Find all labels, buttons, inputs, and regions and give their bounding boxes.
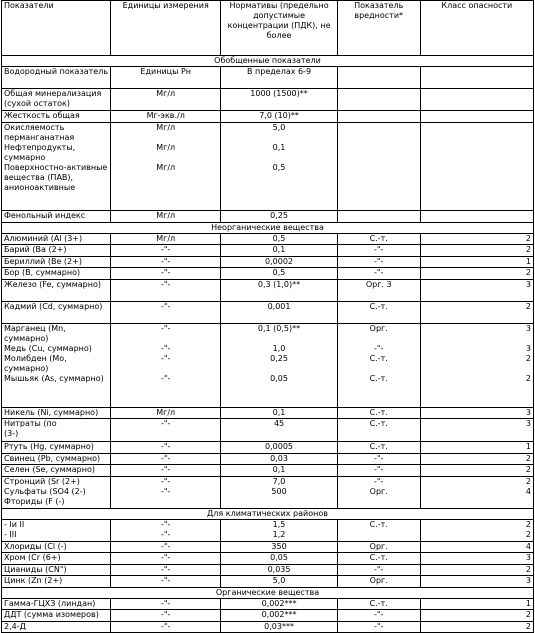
norm-cell: 0,05 — [221, 553, 337, 565]
indicator-cell: Кадмий (Cd, суммарно) — [2, 302, 111, 324]
table-row — [2, 622, 534, 633]
hazard-cell: -"- Орг. — [337, 477, 420, 509]
class-cell: 2 — [420, 245, 533, 257]
class-cell: 2 — [420, 465, 533, 477]
unit-cell: -"- — [111, 419, 221, 442]
table-row — [2, 610, 534, 622]
hazard-cell: -"- — [337, 268, 420, 280]
class-cell: 1 — [420, 442, 533, 454]
class-cell: 3 3 2 2 — [420, 324, 533, 408]
unit-cell: Мг-экв./л — [111, 111, 221, 123]
hazard-cell: С.-т. — [337, 553, 420, 565]
unit-cell: -"- — [111, 599, 221, 610]
hazard-cell: Орг. — [337, 542, 420, 553]
indicator-cell: 2,4-Д — [2, 622, 111, 633]
unit-cell: -"- — [111, 268, 221, 280]
table-row — [2, 542, 534, 553]
unit-cell: -"- -"- -"- -"- — [111, 324, 221, 408]
hazard-cell: С.-т. — [337, 419, 420, 442]
hazard-cell: С.-т. — [337, 442, 420, 454]
table-row — [2, 565, 534, 576]
hazard-cell — [337, 123, 420, 211]
table-row — [2, 111, 534, 123]
table-row — [2, 280, 534, 302]
section-title: Обобщенные показатели — [2, 56, 534, 67]
indicator-cell: Жесткость общая — [2, 111, 111, 123]
class-cell: 2 2 — [420, 520, 533, 542]
indicator-cell: Алюминий (Al (3+) — [2, 234, 111, 245]
unit-cell: -"- — [111, 565, 221, 576]
indicator-cell: Селен (Se, суммарно) — [2, 465, 111, 477]
norm-cell: 0,001 — [221, 302, 337, 324]
table-row — [2, 419, 534, 442]
section-title: Неорганические вещества — [2, 223, 534, 234]
norm-cell: 5,0 0,1 0,5 — [221, 123, 337, 211]
class-cell: 1 — [420, 599, 533, 610]
unit-cell: -"- — [111, 280, 221, 302]
table-row — [2, 67, 534, 89]
table-row — [2, 257, 534, 268]
class-cell — [420, 211, 533, 223]
unit-cell: Мг/л — [111, 89, 221, 111]
indicator-cell: - Iи II - III — [2, 520, 111, 542]
indicator-cell: Свинец (Pb, суммарно) — [2, 454, 111, 465]
indicator-cell: Стронций (Sr (2+) Сульфаты (SO4 (2-) Фториды (F (-) — [2, 477, 111, 509]
header-indicator: Показатели — [2, 1, 111, 56]
hazard-cell: -"- — [337, 565, 420, 576]
table-row — [2, 576, 534, 588]
indicator-cell: Водородный показатель — [2, 67, 111, 89]
unit-cell: -"- — [111, 465, 221, 477]
indicator-cell: Гамма-ГЦХЗ (линдан) — [2, 599, 111, 610]
hazard-cell: С.-т. — [337, 234, 420, 245]
norm-cell: 0,035 — [221, 565, 337, 576]
section-title: Органические вещества — [2, 588, 534, 599]
hazard-cell — [337, 67, 420, 89]
norm-cell: 0,1 — [221, 245, 337, 257]
norm-cell: В пределах 6-9 — [221, 67, 337, 89]
class-cell: 3 — [420, 280, 533, 302]
norm-cell: 1,5 1,2 — [221, 520, 337, 542]
unit-cell: -"- — [111, 622, 221, 633]
table-row — [2, 599, 534, 610]
hazard-cell: -"- — [337, 257, 420, 268]
indicator-cell: Цианиды (CN") — [2, 565, 111, 576]
unit-cell: -"- -"- — [111, 477, 221, 509]
indicator-cell: Фенольный индекс — [2, 211, 111, 223]
hazard-cell: Орг. -"- С.-т. С.-т. — [337, 324, 420, 408]
class-cell: 4 — [420, 542, 533, 553]
table-row — [2, 408, 534, 419]
section-title: Для климатических районов — [2, 509, 534, 520]
hazard-cell: Орг. 3 — [337, 280, 420, 302]
header-norm: Нормативы (предельно допустимые концентрации (ПДК), не более — [221, 1, 337, 56]
unit-cell: -"- — [111, 442, 221, 454]
class-cell: 3 — [420, 553, 533, 565]
indicator-cell: Хлориды (Cl (-) — [2, 542, 111, 553]
hazard-cell: -"- — [337, 610, 420, 622]
table-row — [2, 465, 534, 477]
section-header-row — [2, 56, 534, 67]
table-row — [2, 324, 534, 408]
table-row — [2, 123, 534, 211]
class-cell: 2 — [420, 302, 533, 324]
class-cell: 2 — [420, 234, 533, 245]
hazard-cell: -"- — [337, 245, 420, 257]
table-row — [2, 211, 534, 223]
unit-cell: Единицы Рн — [111, 67, 221, 89]
norm-cell: 0,03 — [221, 454, 337, 465]
class-cell: 2 — [420, 565, 533, 576]
norm-cell: 0,5 — [221, 234, 337, 245]
hazard-cell: С.-т. — [337, 520, 420, 542]
indicator-cell: Нитраты (по (3-) — [2, 419, 111, 442]
section-header-row — [2, 509, 534, 520]
indicator-cell: Общая минерализация (сухой остаток) — [2, 89, 111, 111]
class-cell — [420, 67, 533, 89]
indicator-cell: Бор (В, суммарно) — [2, 268, 111, 280]
unit-cell: -"- — [111, 302, 221, 324]
class-cell: 3 — [420, 419, 533, 442]
norm-cell: 0,002*** — [221, 599, 337, 610]
class-cell: 2 — [420, 454, 533, 465]
unit-cell: -"- — [111, 576, 221, 588]
unit-cell: Мг/л — [111, 211, 221, 223]
norm-cell: 0,1 (0,5)** 1,0 0,25 0,05 — [221, 324, 337, 408]
table-row — [2, 302, 534, 324]
header-unit: Единицы измерения — [111, 1, 221, 56]
header-hazard: Показатель вредности* — [337, 1, 420, 56]
norm-cell: 5,0 — [221, 576, 337, 588]
table-row — [2, 477, 534, 509]
indicator-cell: Барий (Ва (2+) — [2, 245, 111, 257]
unit-cell: Мг/л — [111, 408, 221, 419]
norm-cell: 0,0005 — [221, 442, 337, 454]
class-cell — [420, 89, 533, 111]
norm-cell: 0,03*** — [221, 622, 337, 633]
indicator-cell: Железо (Fe, суммарно) — [2, 280, 111, 302]
indicator-cell: Хром (Cr (6+) — [2, 553, 111, 565]
norm-cell: 0,25 — [221, 211, 337, 223]
class-cell: 3 — [420, 576, 533, 588]
unit-cell: -"- — [111, 542, 221, 553]
norm-cell: 0,0002 — [221, 257, 337, 268]
header-class: Класс опасности — [420, 1, 533, 56]
hazard-cell: -"- — [337, 465, 420, 477]
class-cell: 2 — [420, 622, 533, 633]
norm-cell: 350 — [221, 542, 337, 553]
hazard-cell — [337, 89, 420, 111]
norm-cell: 7,0 500 — [221, 477, 337, 509]
unit-cell: -"- -"- — [111, 520, 221, 542]
table-body — [2, 56, 534, 633]
class-cell: 3 — [420, 408, 533, 419]
table-row — [2, 89, 534, 111]
table-row — [2, 442, 534, 454]
unit-cell: -"- — [111, 553, 221, 565]
hazard-cell — [337, 211, 420, 223]
unit-cell: Мг/л — [111, 234, 221, 245]
indicator-cell: Окисляемость перманганатная Нефтепродукты, суммарно Поверхностно-активные вещества (ПАВ), анионоактивные — [2, 123, 111, 211]
class-cell — [420, 111, 533, 123]
table-row — [2, 245, 534, 257]
indicator-cell: Бериллий (Be (2+) — [2, 257, 111, 268]
water-quality-norms-table — [1, 0, 534, 633]
class-cell — [420, 123, 533, 211]
indicator-cell: Никель (Ni, суммарно) — [2, 408, 111, 419]
hazard-cell: С.-т. — [337, 408, 420, 419]
table-row — [2, 268, 534, 280]
hazard-cell: Орг. — [337, 576, 420, 588]
norm-cell: 0,1 — [221, 465, 337, 477]
class-cell: 2 4 — [420, 477, 533, 509]
norm-cell: 7,0 (10)** — [221, 111, 337, 123]
indicator-cell: Цинк (Zn (2+) — [2, 576, 111, 588]
unit-cell: -"- — [111, 454, 221, 465]
indicator-cell: Марганец (Mn, суммарно) Медь (Cu, суммарно) Молибден (Мо, суммарно) Мышьяк (As, суммарно) — [2, 324, 111, 408]
hazard-cell: -"- — [337, 622, 420, 633]
unit-cell: -"- — [111, 245, 221, 257]
unit-cell: -"- — [111, 257, 221, 268]
table-row — [2, 520, 534, 542]
hazard-cell — [337, 111, 420, 123]
section-header-row — [2, 223, 534, 234]
unit-cell: Мг/л Мг/л Мг/л — [111, 123, 221, 211]
hazard-cell: С.-т. — [337, 599, 420, 610]
class-cell: 2 — [420, 268, 533, 280]
hazard-cell: -"- — [337, 454, 420, 465]
hazard-cell: С.-т. — [337, 302, 420, 324]
section-header-row — [2, 588, 534, 599]
class-cell: 2 — [420, 610, 533, 622]
norm-cell: 0,5 — [221, 268, 337, 280]
norm-cell: 45 — [221, 419, 337, 442]
norm-cell: 1000 (1500)** — [221, 89, 337, 111]
class-cell: 1 — [420, 257, 533, 268]
norm-cell: 0,1 — [221, 408, 337, 419]
norm-cell: 0,002*** — [221, 610, 337, 622]
table-row — [2, 553, 534, 565]
table-header-row — [2, 1, 534, 56]
indicator-cell: Ртуть (Hg, суммарно) — [2, 442, 111, 454]
table-row — [2, 234, 534, 245]
indicator-cell: ДДТ (сумма изомеров) — [2, 610, 111, 622]
unit-cell: -"- — [111, 610, 221, 622]
table-row — [2, 454, 534, 465]
norm-cell: 0,3 (1,0)** — [221, 280, 337, 302]
